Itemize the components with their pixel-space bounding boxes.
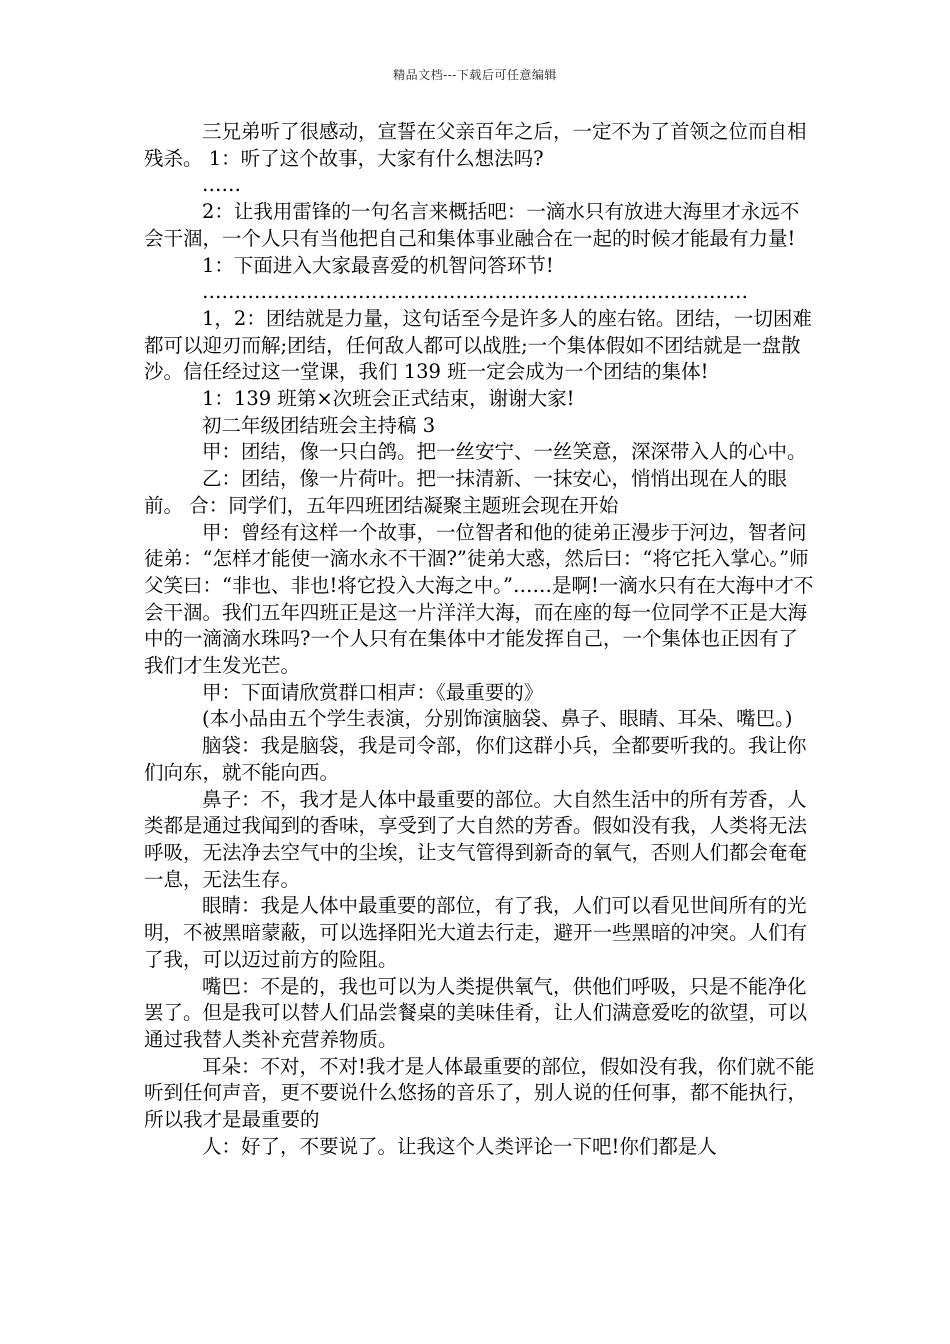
paragraph: 1，2：团结就是力量，这句话至今是许多人的座右铭。团结，一切困难都可以迎刃而解;团结，任何敌人都可以战胜;一个集体假如不团结就是一盘散沙。信任经过这一堂课，我们 139 班一定会成为一个团结的集体! <box>144 306 812 384</box>
paragraph: 鼻子：不，我才是人体中最重要的部位。大自然生活中的所有芳香，人类都是通过我闻到的香味，享受到了大自然的芳香。假如没有我，人类将无法呼吸，无法净去空气中的尘埃，让支气管得到新奇的氧气，否则人们都会奄奄一息，无法生存。 <box>144 787 808 891</box>
paragraph: 1：下面进入大家最喜爱的机智问答环节! <box>202 253 554 277</box>
paragraph: 乙：团结，像一片荷叶。把一抹清新、一抹安心，悄悄出现在人的眼前。 合：同学们，五年四班团结凝聚主题班会现在开始 <box>144 467 788 517</box>
paragraph: 眼睛：我是人体中最重要的部位，有了我，人们可以看见世间所有的光明，不被黑暗蒙蔽，可以选择阳光大道去行走，避开一些黑暗的冲突。人们有了我，可以迈过前方的险阻。 <box>144 894 808 971</box>
paragraph: …… <box>202 173 241 197</box>
paragraph: 嘴巴：不是的，我也可以为人类提供氧气，供他们呼吸，只是不能净化罢了。但是我可以替人们品尝餐桌的美味佳肴，让人们满意爱吃的欲望，可以通过我替人类补充营养物质。 <box>144 974 808 1051</box>
paragraph: (本小品由五个学生表演，分别饰演脑袋、鼻子、眼睛、耳朵、嘴巴。) <box>202 707 793 731</box>
paragraph: 甲：下面请欣赏群口相声：《最重要的》 <box>202 680 544 704</box>
paragraph: 甲：团结，像一只白鸽。把一丝安宁、一丝笑意，深深带入人的心中。 <box>202 440 807 464</box>
ellipsis-line: ………………………………………………………………………… <box>202 280 748 304</box>
paragraph: 三兄弟听了很感动，宣誓在父亲百年之后，一定不为了首领之位而自相残杀。 1：听了这个故事，大家有什么想法吗? <box>144 120 807 170</box>
page-header: 精品文档---下载后可任意编辑 <box>393 68 557 82</box>
paragraph: 耳朵：不对，不对!我才是人体最重要的部位，假如没有我，你们就不能听到任何声音，更不要说什么悠扬的音乐了，别人说的任何事，都不能执行，所以我才是最重要的 <box>144 1054 815 1132</box>
section-title: 初二年级团结班会主持稿 3 <box>202 413 436 437</box>
document-body <box>144 119 816 1160</box>
paragraph: 甲：曾经有这样一个故事，一位智者和他的徒弟正漫步于河边，智者问徒弟：“怎样才能使一滴水永不干涸?”徒弟大惑，然后曰：“将它托入掌心。”师父笑曰：“非也、非也!将它投入大海之中。”……是啊!一滴水只有在大海中才不会干涸。我们五年四班正是这一片洋洋大海，而在座的每一位同学不正是大海中的一滴滴水珠吗?一个人只有在集体中才能发挥自己，一个集体也正因有了我们才生发光芒。 <box>144 520 814 678</box>
paragraph: 2：让我用雷锋的一句名言来概括吧：一滴水只有放进大海里才永远不会干涸，一个人只有当他把自己和集体事业融合在一起的时候才能最有力量! <box>144 200 800 250</box>
paragraph: 1：139 班第×次班会正式结束，谢谢大家! <box>202 387 575 411</box>
paragraph: 人：好了，不要说了。让我这个人类评论一下吧!你们都是人 <box>202 1134 717 1158</box>
paragraph: 脑袋：我是脑袋，我是司令部，你们这群小兵，全都要听我的。我让你们向东，就不能向西。 <box>144 734 807 784</box>
